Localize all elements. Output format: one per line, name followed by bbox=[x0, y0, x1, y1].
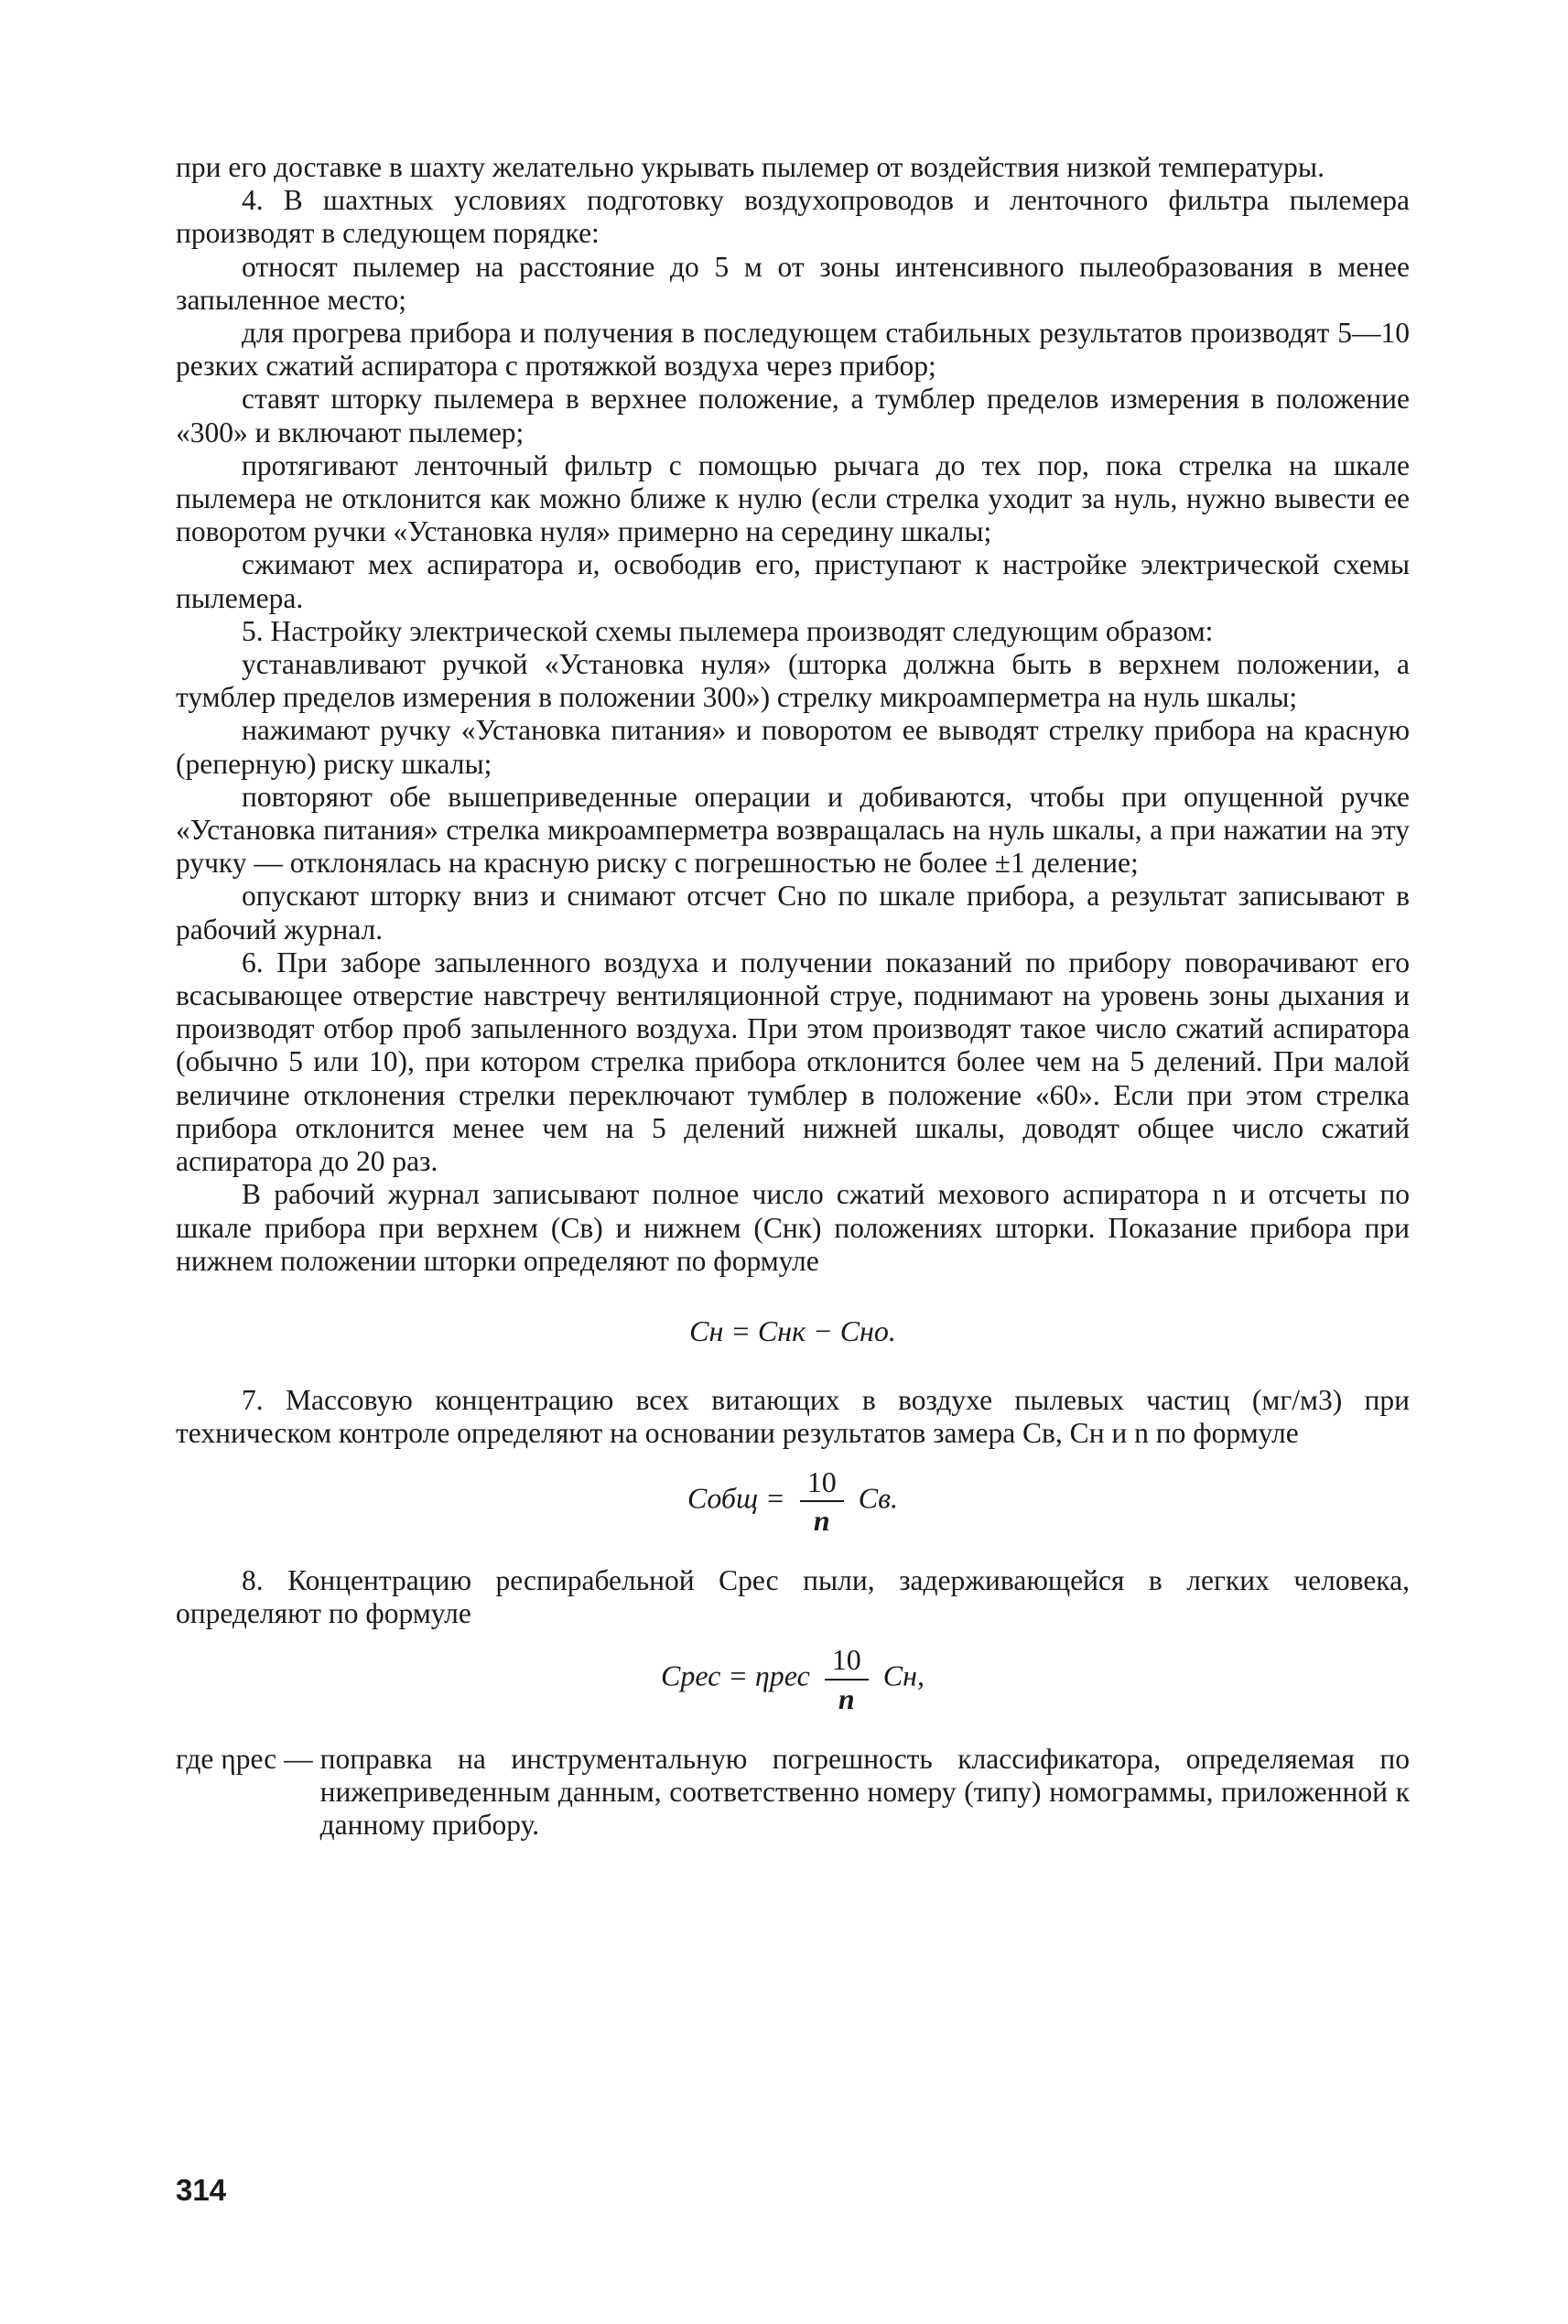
formula-c-resp bbox=[176, 1643, 1410, 1714]
where-definition bbox=[176, 1743, 1410, 1843]
paragraph-step: сжимают мех аспиратора и, освободив его, приступают к настройке электрической схемы пылемера. bbox=[176, 548, 1410, 614]
paragraph-step: протягивают ленточный фильтр с помощью рычага до тех пор, пока стрелка на шкале пылемера не отклонится как можно ближе к нулю (если стрелка уходит за нуль, нужно вывести ее поворотом ручки «Установка нуля» примерно на середину шкалы; bbox=[176, 449, 1410, 548]
formula-c-total-lhs: Cобщ = bbox=[687, 1481, 785, 1515]
paragraph-step: устанавливают ручкой «Установка нуля» (шторка должна быть в верхнем положении, а тумблер пределов измерения в положении 300») стрелку микроамперметра на нуль шкалы; bbox=[176, 648, 1410, 714]
where-label: где ηрес — bbox=[176, 1742, 313, 1775]
fraction bbox=[825, 1643, 869, 1714]
fraction-numerator: 10 bbox=[800, 1465, 844, 1502]
page-number: 314 bbox=[176, 2173, 227, 2207]
where-text: поправка на инструментальную погрешность классификатора, определяемая по нижеприведенным данным, соответственно номеру (типу) номограммы, приложенной к данному прибору. bbox=[319, 1742, 1410, 1842]
paragraph-item-6: 6. При заборе запыленного воздуха и получении показаний по прибору поворачивают его всасывающее отверстие навстречу вентиляционной струе, поднимают на уровень зоны дыхания и производят отбор проб запыленного воздуха. При этом производят такое число сжатий аспиратора (обычно 5 или 10), при котором стрелка прибора отклонится более чем на 5 делений. При малой величине отклонения стрелки переключают тумблер в положение «60». Если при этом стрелка прибора отклонится менее чем на 5 делений нижней шкалы, доводят общее число сжатий аспиратора до 20 раз. bbox=[176, 946, 1410, 1178]
paragraph-item-7: 7. Массовую концентрацию всех витающих в воздухе пылевых частиц (мг/м3) при техническом контроле определяют на основании результатов замера Cв, Cн и n по формуле bbox=[176, 1384, 1410, 1450]
paragraph-step: для прогрева прибора и получения в последующем стабильных результатов производят 5—10 резких сжатий аспиратора с протяжкой воздуха через прибор; bbox=[176, 317, 1410, 383]
formula-cn: Cн = Cнк − Cно. bbox=[689, 1313, 896, 1347]
paragraph-journal: В рабочий журнал записывают полное число сжатий мехового аспиратора n и отсчеты по шкале прибора при верхнем (Cв) и нижнем (Cнк) положениях шторки. Показание прибора при нижнем положении шторки определяют по формуле bbox=[176, 1178, 1410, 1277]
paragraph-step: ставят шторку пылемера в верхнее положение, а тумблер пределов измерения в положение «300» и включают пылемер; bbox=[176, 383, 1410, 449]
paragraph-step: нажимают ручку «Установка питания» и поворотом ее выводят стрелку прибора на красную (реперную) риску шкалы; bbox=[176, 714, 1410, 780]
paragraph-item-5: 5. Настройку электрической схемы пылемера производят следующим образом: bbox=[242, 614, 1214, 647]
text-column bbox=[176, 151, 1410, 1842]
formula-c-total-rhs: Cв. bbox=[858, 1481, 898, 1515]
paragraph-item-8: 8. Концентрацию респирабельной Cрес пыли, задерживающейся в легких человека, определяют по формуле bbox=[176, 1563, 1410, 1630]
paragraph-step: повторяют обе вышеприведенные операции и добиваются, чтобы при опущенной ручке «Установка питания» стрелка микроамперметра возвращалась на нуль шкалы, а при нажатии на эту ручку — отклонялась на красную риску с погрешностью не более ±1 деление; bbox=[176, 780, 1410, 880]
formula-c-resp-lhs: Cрес = ηрес bbox=[661, 1659, 810, 1692]
paragraph-step: относят пылемер на расстояние до 5 м от зоны интенсивного пылеобразования в менее запыленное место; bbox=[176, 250, 1410, 316]
fraction-numerator: 10 bbox=[825, 1643, 869, 1680]
formula-c-total bbox=[176, 1465, 1410, 1537]
fraction bbox=[800, 1465, 844, 1537]
paragraph-continuation: при его доставке в шахту желательно укрывать пылемер от воздействия низкой температуры. bbox=[176, 151, 1325, 183]
paragraph-step: опускают шторку вниз и снимают отсчет Cно по шкале прибора, а результат записывают в рабочий журнал. bbox=[176, 880, 1410, 946]
formula-c-resp-rhs: Cн, bbox=[882, 1659, 925, 1692]
fraction-denominator: n bbox=[813, 1503, 830, 1537]
paragraph-item-4: 4. В шахтных условиях подготовку воздухопроводов и ленточного фильтра пылемера производят в следующем порядке: bbox=[176, 184, 1410, 250]
fraction-denominator: n bbox=[838, 1681, 855, 1715]
